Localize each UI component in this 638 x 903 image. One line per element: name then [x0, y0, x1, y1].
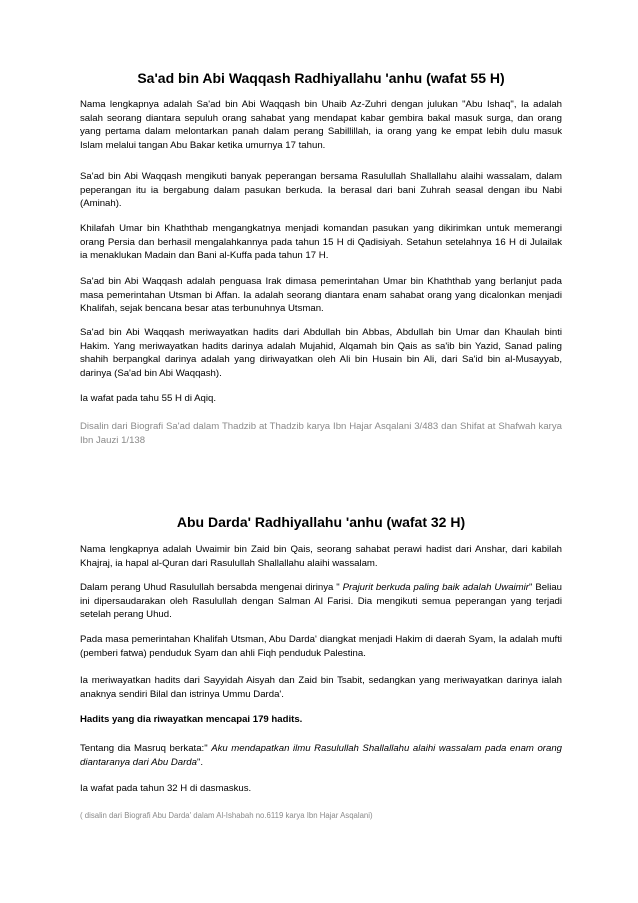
paragraph-bold: Hadits yang dia riwayatkan mencapai 179 hadits. [80, 714, 303, 725]
paragraph [80, 742, 562, 769]
paragraph-block [80, 633, 562, 660]
paragraph: Ia wafat pada tahu 55 H di Aqiq. [80, 393, 217, 404]
paragraph: Nama lengkapnya adalah Sa'ad bin Abi Waqqash bin Uhaib Az-Zuhri dengan julukan "Abu Ishaq", Ia adalah salah seorang diantara sepuluh orang sahabat yang mendapat kabar gembira bakal masuk surga, dan orang yang pertama dalam melontarkan panah dalam perang Sabillillah, ia orang yang ke empat lebih dulu masuk Islam melalui tangan Abu Bakar ketika umurnya 17 tahun. [80, 99, 562, 151]
section-title-saad: Sa'ad bin Abi Waqqash Radhiyallahu 'anhu (wafat 55 H) [137, 70, 505, 86]
paragraph: Nama lengkapnya adalah Uwaimir bin Zaid bin Qais, seorang sahabat perawi hadist dari Anshar, dari kabilah Khajraj, ia hapal al-Quran dari Rasulullah Shallallahu alaihi wassalam. [80, 544, 562, 569]
text-run: ". [196, 756, 204, 768]
paragraph-block [80, 809, 562, 823]
paragraph-block [80, 326, 562, 380]
source-citation: ( disalin dari Biografi Abu Darda' dalam Al-Ishabah no.6119 karya Ibn Hajar Asqalani) [80, 811, 373, 820]
paragraph: Pada masa pemerintahan Khalifah Utsman, Abu Darda' diangkat menjadi Hakim di daerah Syam, Ia adalah mufti (pemberi fatwa) penduduk Syam dan ahli Fiqh penduduk Palestina. [80, 634, 562, 659]
paragraph: Ia meriwayatkan hadits dari Sayyidah Aisyah dan Zaid bin Tsabit, sedangkan yang meriwayatkan darinya ialah anaknya sendiri Bilal dan istrinya Ummu Darda'. [80, 675, 562, 700]
text-run: " Beliau ini dipersaudarakan oleh Rasulullah dengan Salman Al Farisi. Dia mengikuti semua peperangan yang terjadi setelah perang Uhud. [80, 582, 562, 621]
quote-text: Aku mendapatkan ilmu Rasulullah Shallallahu alaihi wassalam pada enam orang diantaranya dari Abu Darda [80, 743, 562, 768]
text-run: Dalam perang Uhud Rasulullah bersabda mengenai dirinya " [80, 582, 343, 593]
paragraph: Sa'ad bin Abi Waqqash mengikuti banyak peperangan bersama Rasulullah Shallallahu alaihi wassalam, dalam peperangan itu ia bergabung dalam pasukan berkuda. Ia berasal dari bani Zuhrah seasal dengan ibu Nabi (Aminah). [80, 171, 562, 210]
paragraph-block [80, 543, 562, 570]
quote-text: Prajurit berkuda paling baik adalah Uwaimir [342, 582, 529, 593]
paragraph [80, 581, 562, 622]
paragraph-block [80, 782, 562, 796]
paragraph-block [80, 170, 562, 211]
paragraph-block [80, 420, 562, 447]
section-title-abu-darda: Abu Darda' Radhiyallahu 'anhu (wafat 32 H) [176, 514, 466, 530]
paragraph: Khilafah Umar bin Khaththab mengangkatnya menjadi komandan pasukan yang dikirimkan untuk memerangi orang Persia dan berhasil mengalahkannya pada tahun 15 H di Qadisiyah. Setahun setelahnya 16 H di Julailak ia menaklukan Madain dan Bani al-Kuffa pada tahun 17 H. [80, 223, 562, 262]
paragraph-block [80, 275, 562, 316]
paragraph-block [80, 742, 562, 769]
paragraph: Ia wafat pada tahun 32 H di dasmaskus. [80, 783, 252, 794]
section-body-saad [80, 98, 562, 152]
paragraph-block [80, 581, 562, 622]
paragraph: Sa'ad bin Abi Waqqash meriwayatkan hadits dari Abdullah bin Abbas, Abdullah bin Umar dan Khaulah binti Hakim. Yang meriwayatkan hadits darinya adalah Mujahid, Alqamah bin Qais as sa'ib bin Yazid, Sanad paling shahih berpangkal darinya adalah yang diriwayatkan oleh Ali bin Husain bin Ali, dari Sa'id bin al-Musayyab, darinya (Sa'ad bin Abi Waqqash). [80, 327, 562, 379]
paragraph-block [80, 674, 562, 701]
paragraph: Sa'ad bin Abi Waqqash adalah penguasa Irak dimasa pemerintahan Umar bin Khaththab yang berlanjut pada masa pemerintahan Utsman bi Affan. Ia adalah seorang diantara enam sahabat orang yang dicalonkan menjadi Khalifah, sejak bencana besar atas terbunuhnya Utsman. [80, 276, 562, 315]
paragraph-block [80, 392, 562, 406]
paragraph-block [80, 222, 562, 263]
text-run: Tentang dia Masruq berkata:" [80, 743, 212, 754]
paragraph-block [80, 713, 562, 727]
source-citation: Disalin dari Biografi Sa'ad dalam Thadzib at Thadzib karya Ibn Hajar Asqalani 3/483 dan Shifat at Shafwah karya Ibn Jauzi 1/138 [80, 421, 562, 446]
